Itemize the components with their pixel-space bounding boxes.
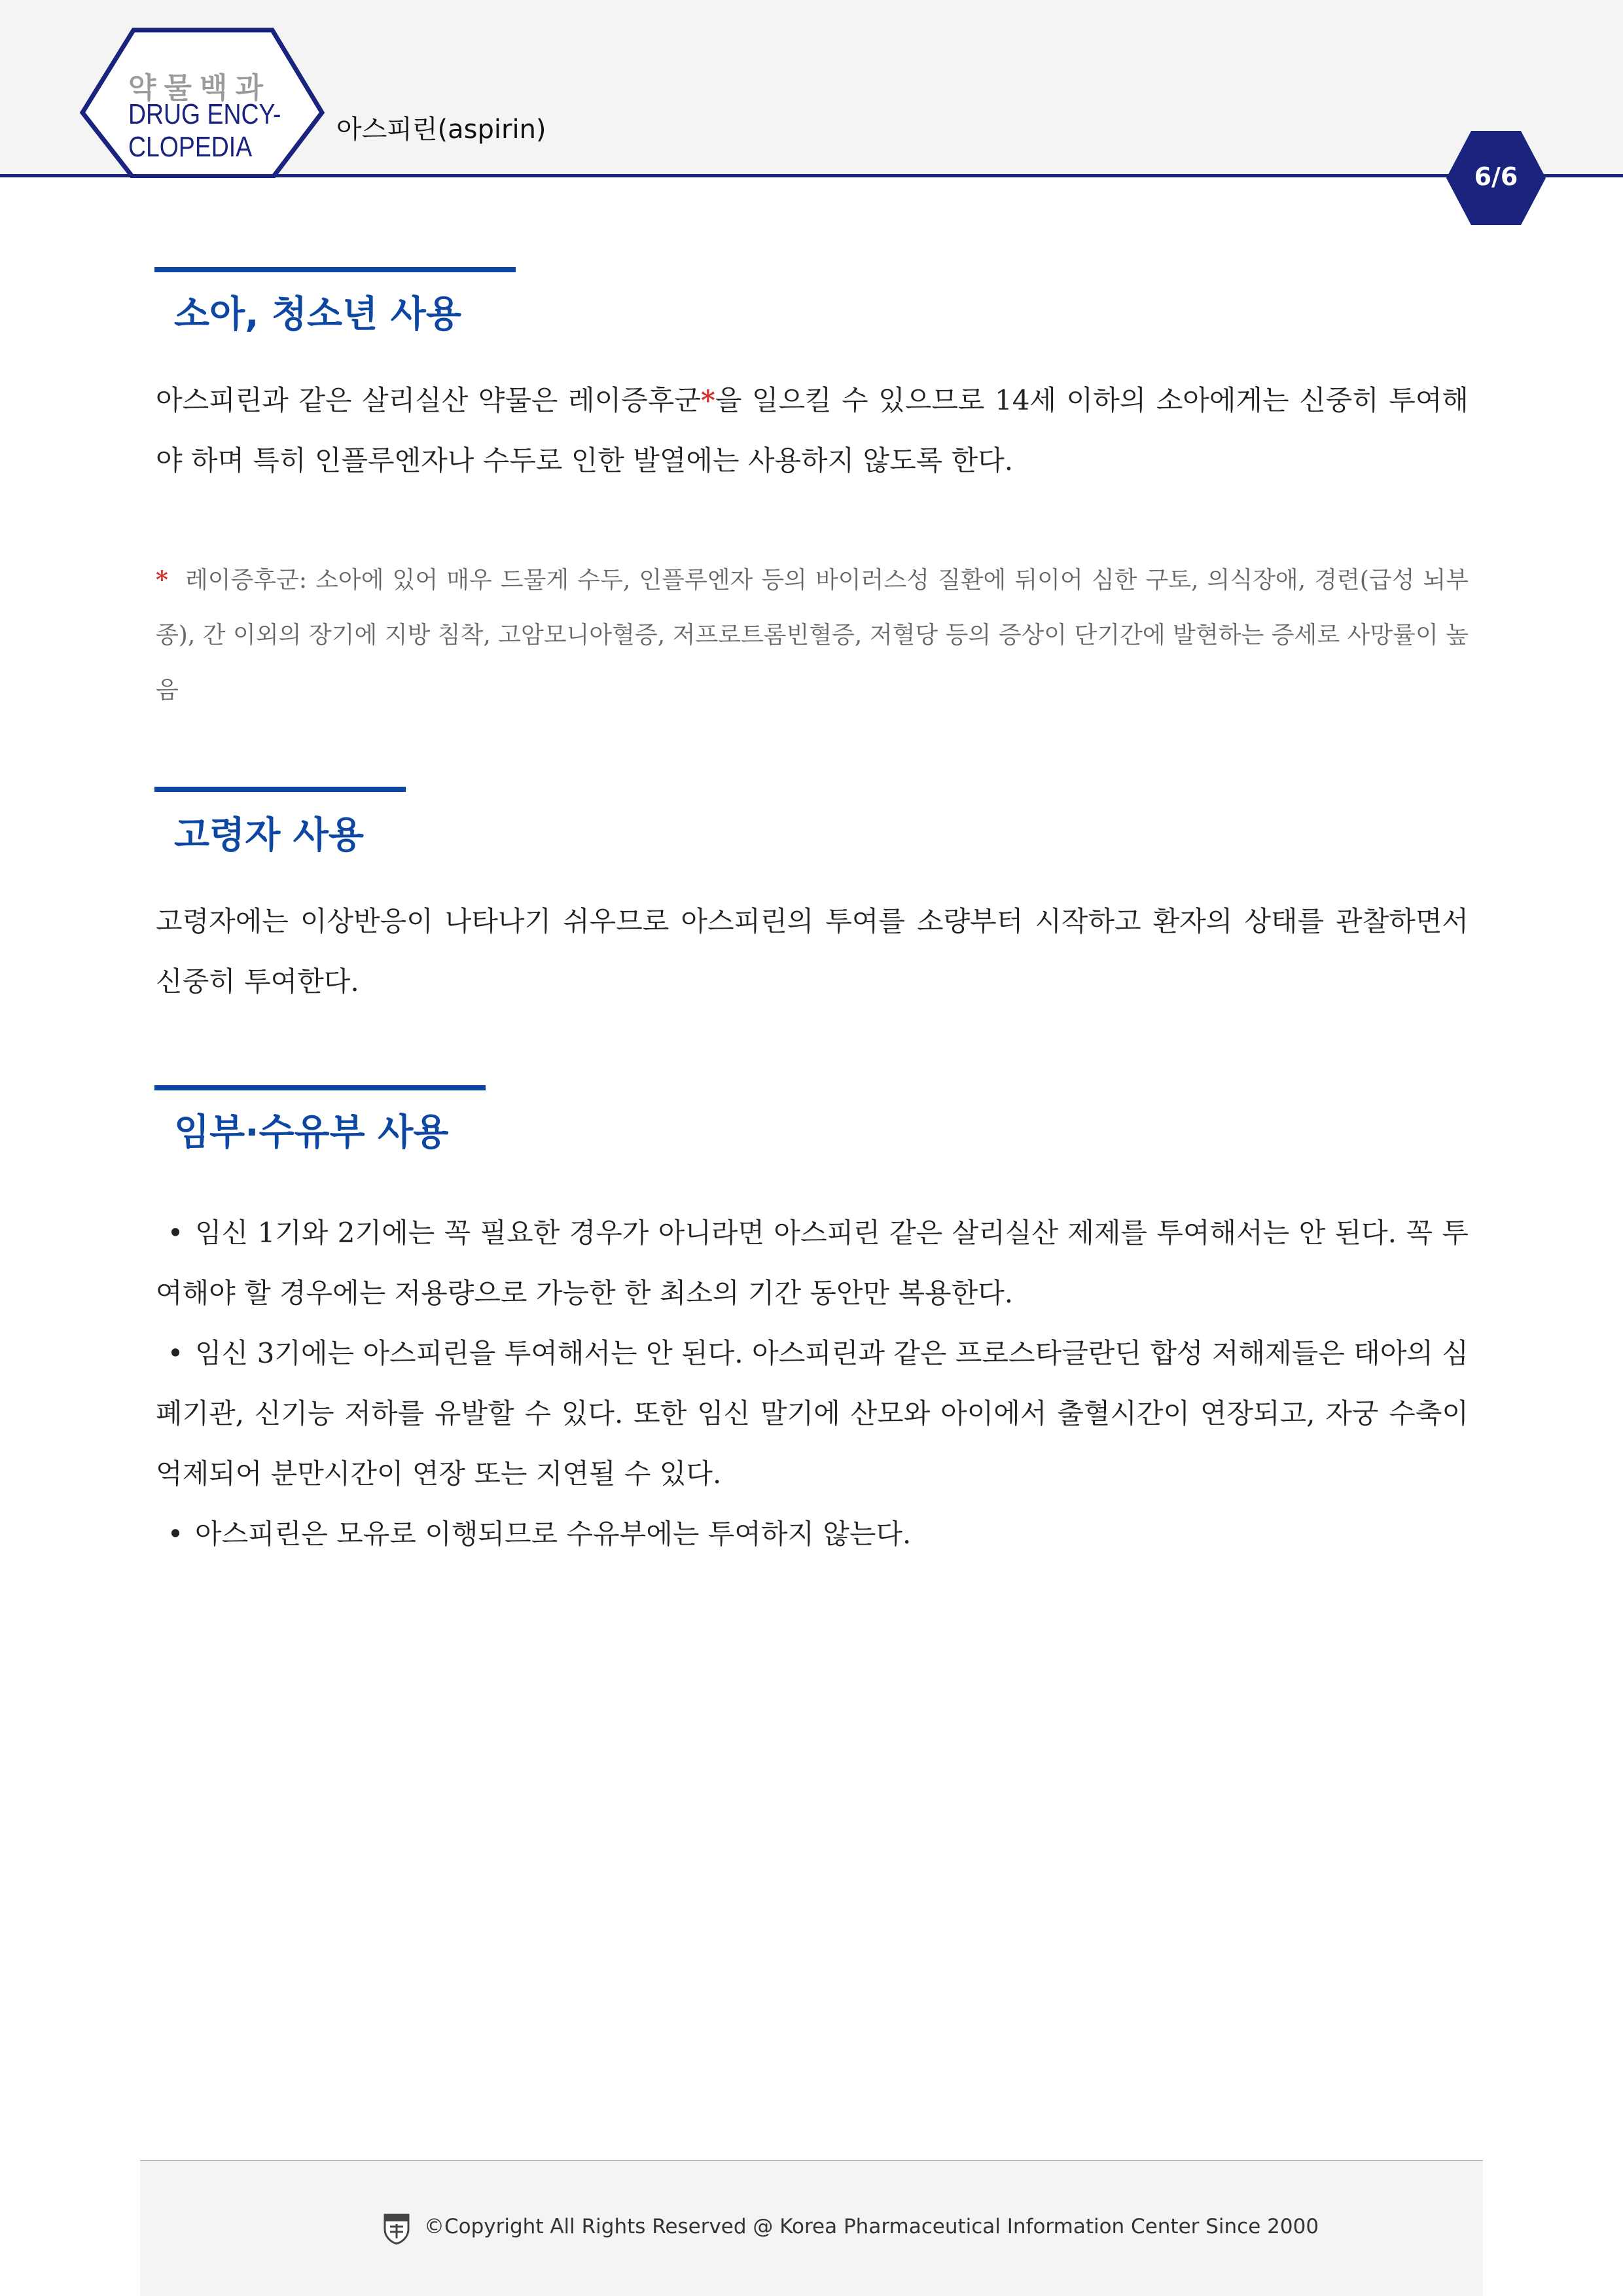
list-item-text: 임신 1기와 2기에는 꼭 필요한 경우가 아니라면 아스피린 같은 살리실산 제제를 투여해서는 안 된다. 꼭 투여해야 할 경우에는 저용량으로 가능한 한 최소의 기간 동안만 복용한다. bbox=[156, 1217, 1469, 1309]
section-underline-elderly bbox=[154, 787, 406, 792]
logo-english-line1: DRUG ENCY- bbox=[128, 98, 281, 130]
section-title-pregnancy: 임부·수유부 사용 bbox=[174, 1111, 449, 1154]
bullet-dot-icon: • bbox=[167, 1518, 184, 1550]
logo-english-line2: CLOPEDIA bbox=[128, 131, 253, 163]
footnote-marker: * bbox=[700, 384, 715, 416]
logo-english-text bbox=[128, 98, 281, 164]
logo-korean-text: 약물백과 bbox=[128, 71, 272, 105]
page-indicator: 6/6 bbox=[1474, 162, 1518, 191]
list-item bbox=[156, 1504, 1469, 1564]
bullet-dot-icon: • bbox=[167, 1217, 184, 1249]
children-paragraph-end: 을 일으킬 수 있으므로 14세 이하의 소아에게는 신중히 투여해야 하며 특히 인플루엔자나 수두로 인한 발열에는 사용하지 않도록 한다. bbox=[156, 384, 1469, 476]
list-item-text: 아스피린은 모유로 이행되므로 수유부에는 투여하지 않는다. bbox=[195, 1518, 912, 1550]
list-item-text: 임신 3기에는 아스피린을 투여해서는 안 된다. 아스피린과 같은 프로스타글란딘 합성 저해제들은 태아의 심폐기관, 신기능 저하를 유발할 수 있다. 또한 임신 말기에 산모와 아이에서 출혈시간이 연장되고, 자궁 수축이 억제되어 분만시간이 연장 또는 지연될 수 있다. bbox=[156, 1337, 1469, 1490]
note-text: 레이증후군: 소아에 있어 매우 드물게 수두, 인플루엔자 등의 바이러스성 질환에 뒤이어 심한 구토, 의식장애, 경련(급성 뇌부종), 간 이외의 장기에 지방 침착, 고암모니아혈증, 저프로트롬빈혈증, 저혈당 등의 증상이 단기간에 발현하는 증세로 사망률이 높음 bbox=[156, 567, 1469, 704]
footer-copyright: ©Copyright All Rights Reserved @ Korea Pharmaceutical Information Center Since 2000 bbox=[424, 2215, 1319, 2238]
elderly-paragraph: 고령자에는 이상반응이 나타나기 쉬우므로 아스피린의 투여를 소량부터 시작하고 환자의 상태를 관찰하면서 신중히 투여한다. bbox=[156, 905, 1469, 997]
footer-rule bbox=[140, 2160, 1483, 2161]
section-underline-pregnancy bbox=[154, 1085, 486, 1090]
section-title-elderly: 고령자 사용 bbox=[174, 814, 364, 857]
children-paragraph-start: 아스피린과 같은 살리실산 약물은 레이증후군 bbox=[156, 384, 701, 416]
pregnancy-bullet-list bbox=[156, 1203, 1469, 1564]
kpic-shield-icon bbox=[382, 2212, 411, 2245]
header-rule bbox=[0, 174, 1623, 177]
note-star: * bbox=[156, 566, 168, 594]
bullet-dot-icon: • bbox=[167, 1337, 184, 1369]
children-paragraph bbox=[156, 370, 1469, 491]
section-underline-children bbox=[154, 267, 516, 272]
section-title-children: 소아, 청소년 사용 bbox=[174, 293, 461, 336]
list-item bbox=[156, 1323, 1469, 1504]
reye-syndrome-note bbox=[156, 552, 1469, 718]
document-title: 아스피린(aspirin) bbox=[336, 115, 546, 145]
list-item bbox=[156, 1203, 1469, 1323]
